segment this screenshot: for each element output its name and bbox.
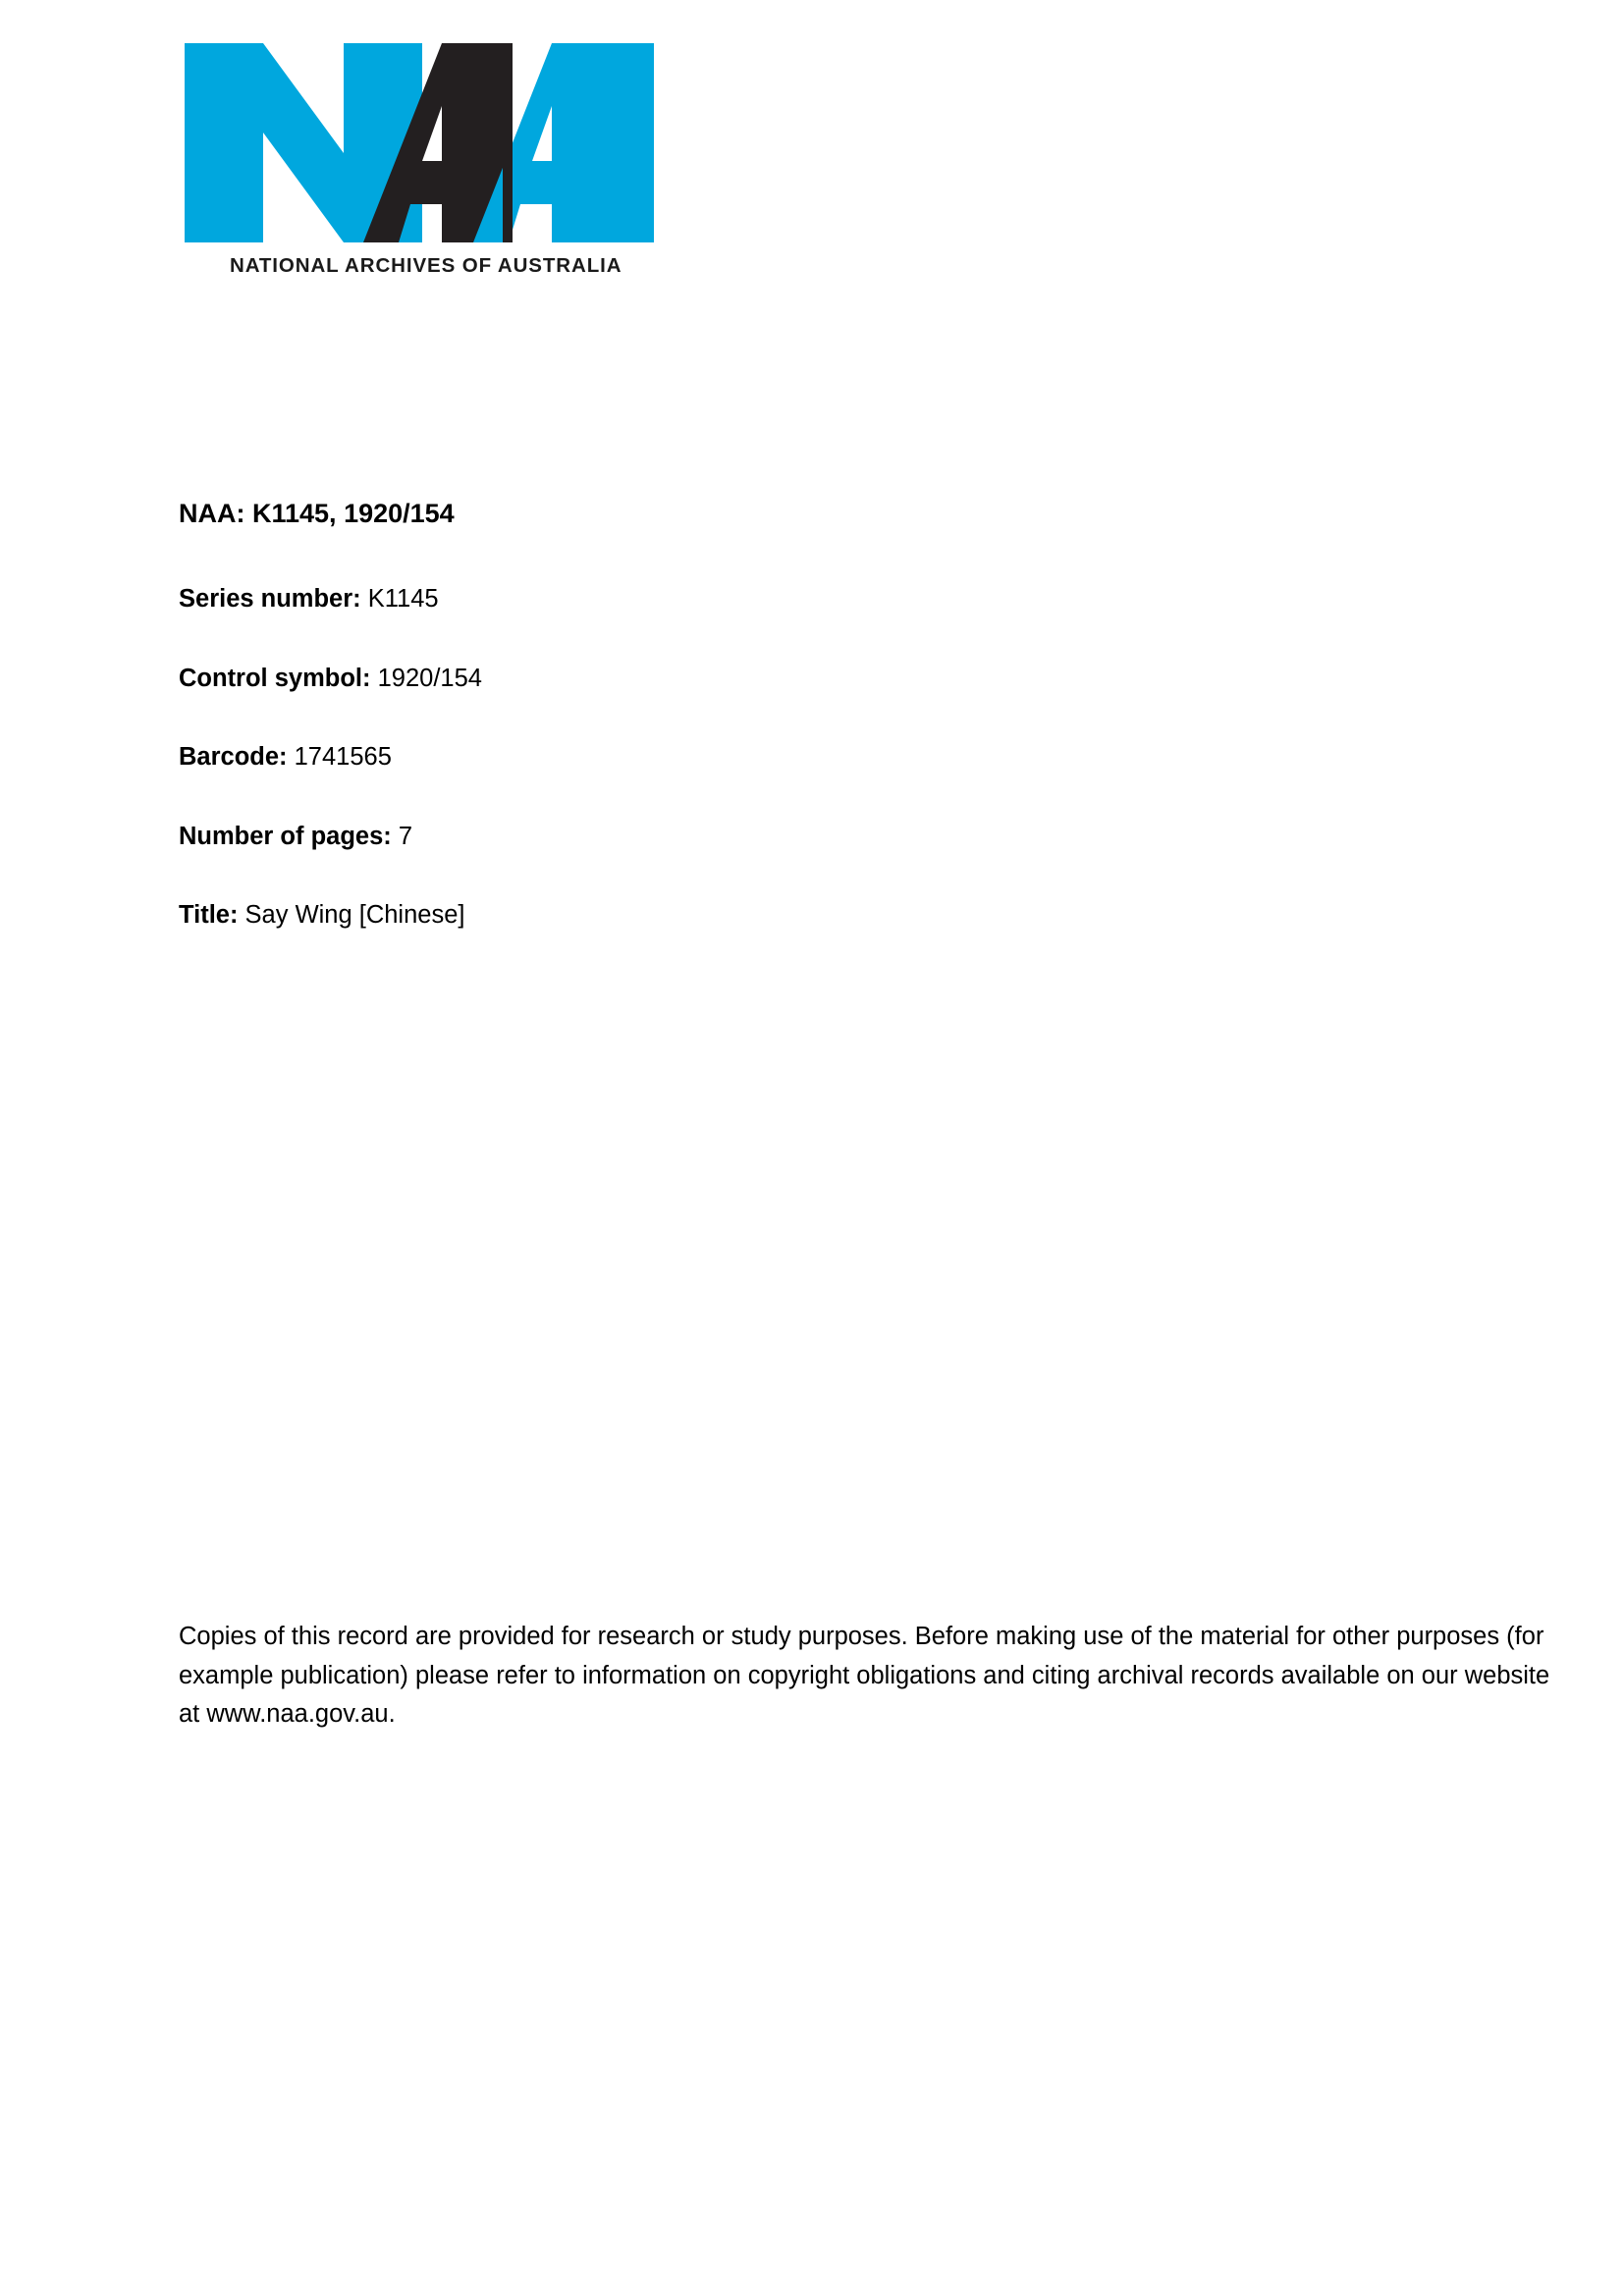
field-series-number-value: K1145: [367, 585, 439, 614]
field-number-of-pages: [179, 820, 1455, 853]
page-title: NAA: K1145, 1920/154: [179, 499, 455, 528]
field-title: [179, 898, 1455, 932]
naa-logo-icon: [179, 37, 660, 248]
naa-logo: [179, 37, 689, 278]
field-number-of-pages-label: Number of pages:: [179, 822, 392, 850]
field-title-label: Title:: [179, 901, 239, 930]
field-series-number: [179, 582, 1455, 615]
field-control-symbol-label: Control symbol:: [179, 664, 371, 692]
field-title-value: Say Wing [Chinese]: [244, 901, 465, 930]
copyright-note: Copies of this record are provided for research or study purposes. Before making use of the material for other purposes (for example publication) please refer to information on copyright obligations and citing archival records available on our website at www.naa.gov.au.: [179, 1623, 1550, 1729]
naa-wordmark: NATIONAL ARCHIVES OF AUSTRALIA: [230, 254, 622, 277]
field-number-of-pages-value: 7: [398, 822, 413, 850]
field-barcode-label: Barcode:: [179, 743, 288, 772]
field-barcode-value: 1741565: [294, 743, 392, 772]
field-control-symbol: [179, 662, 1455, 695]
field-barcode: [179, 740, 1455, 774]
record-metadata: [179, 496, 1455, 933]
field-control-symbol-value: 1920/154: [377, 664, 482, 692]
field-series-number-label: Series number:: [179, 585, 361, 614]
